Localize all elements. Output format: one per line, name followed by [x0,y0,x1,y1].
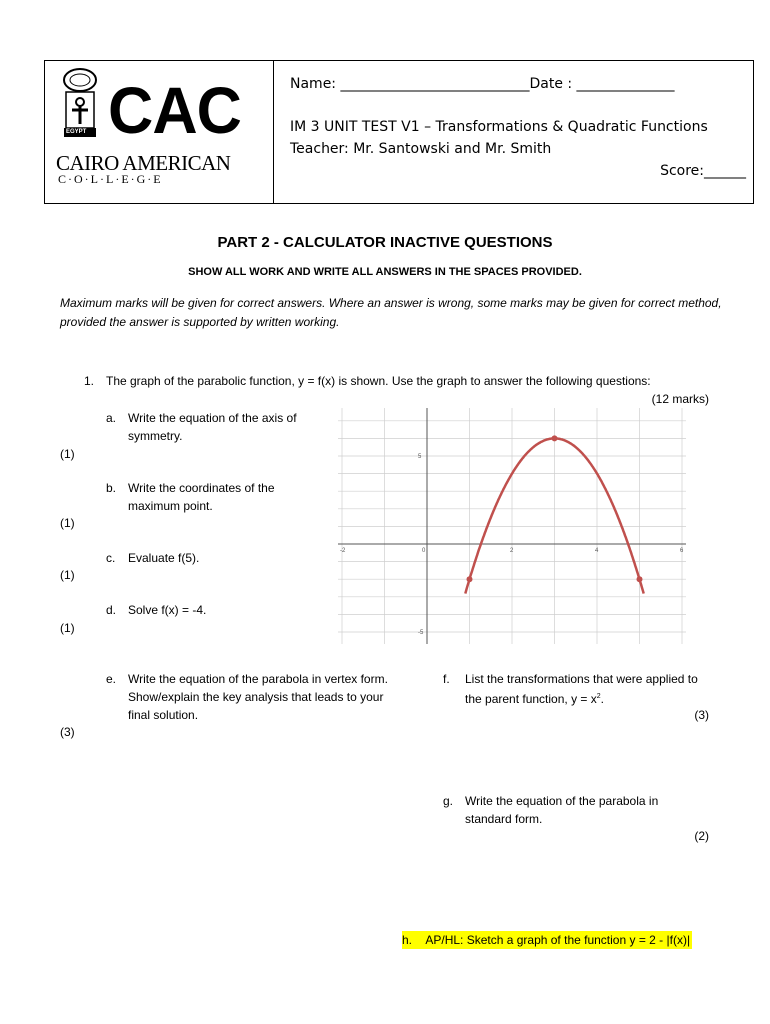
teacher-line: Teacher: Mr. Santowski and Mr. Smith [290,141,552,157]
question-text: The graph of the parabolic function, y = f(x) is shown. Use the graph to answer the following questions: [106,374,651,388]
part-e-letter: e. [106,672,117,686]
x-tick-label: 2 [510,548,514,554]
x-tick-label: 0 [422,548,426,554]
question-marks: (12 marks) [651,392,709,406]
part-g-letter: g. [443,794,454,808]
part-g-marks: (2) [694,829,709,843]
part-a-letter: a. [106,411,117,425]
x-tick-label: 6 [680,548,684,554]
part-f-text: List the transformations that were applied to the parent function, $y = x^2$. [465,672,698,706]
score-line: Score:______ [660,163,746,179]
part-g-text: Write the equation of the parabola in standard form. [465,794,659,826]
logo-name: CAIRO AMERICAN [56,151,231,175]
x-tick-label: 4 [595,548,599,554]
part-f-letter: f. [443,672,450,686]
marking-note: Maximum marks will be given for correct answers. Where an answer is wrong, some marks may be given for correct method, provided the answer is supported by written working. [60,296,722,329]
part-a-text: Write the equation of the axis of symmetry. [128,411,297,443]
graph-grid [338,408,686,644]
part-b-marks: (1) [60,516,75,530]
part-d-marks: (1) [60,621,75,635]
part-h-text: AP/HL: Sketch a graph of the function y = 2 - |f(x)| [425,933,691,947]
part-d-letter: d. [106,603,117,617]
y-tick-label: 5 [418,454,422,460]
parabola-graph [336,406,692,646]
part-e-text: Write the equation of the parabola in vertex form. Show/explain the key analysis that leads to your final solution. [128,672,388,722]
graph-point [467,576,473,582]
instruction: SHOW ALL WORK AND WRITE ALL ANSWERS IN THE SPACES PROVIDED. [188,266,582,278]
logo-abbr: CAC [108,73,241,147]
part-c-text: Evaluate f(5). [128,551,200,565]
y-tick-label: -5 [418,630,424,636]
part-d-text: Solve f(x) = -4. [128,603,207,617]
name-date-line: Name: ___________________________Date : ______________ [290,76,675,92]
question-number: 1. [84,374,95,388]
part-c-marks: (1) [60,568,75,582]
part-h [402,931,692,949]
logo-badge: EGYPT [66,129,87,135]
graph-point [552,435,558,441]
part-f-marks: (3) [694,708,709,722]
part-title: PART 2 - CALCULATOR INACTIVE QUESTIONS [217,234,553,251]
graph-point [637,576,643,582]
part-b-text: Write the coordinates of the maximum point. [128,481,275,513]
x-tick-label: -2 [340,548,346,554]
part-a-marks: (1) [60,447,75,461]
part-b-letter: b. [106,481,117,495]
part-e-marks: (3) [60,725,75,739]
test-title: IM 3 UNIT TEST V1 – Transformations & Quadratic Functions [290,119,708,135]
header-divider [273,60,274,204]
part-c-letter: c. [106,551,116,565]
part-h-letter: h. [402,933,413,947]
logo-college: C·O·L·L·E·G·E [58,172,163,186]
